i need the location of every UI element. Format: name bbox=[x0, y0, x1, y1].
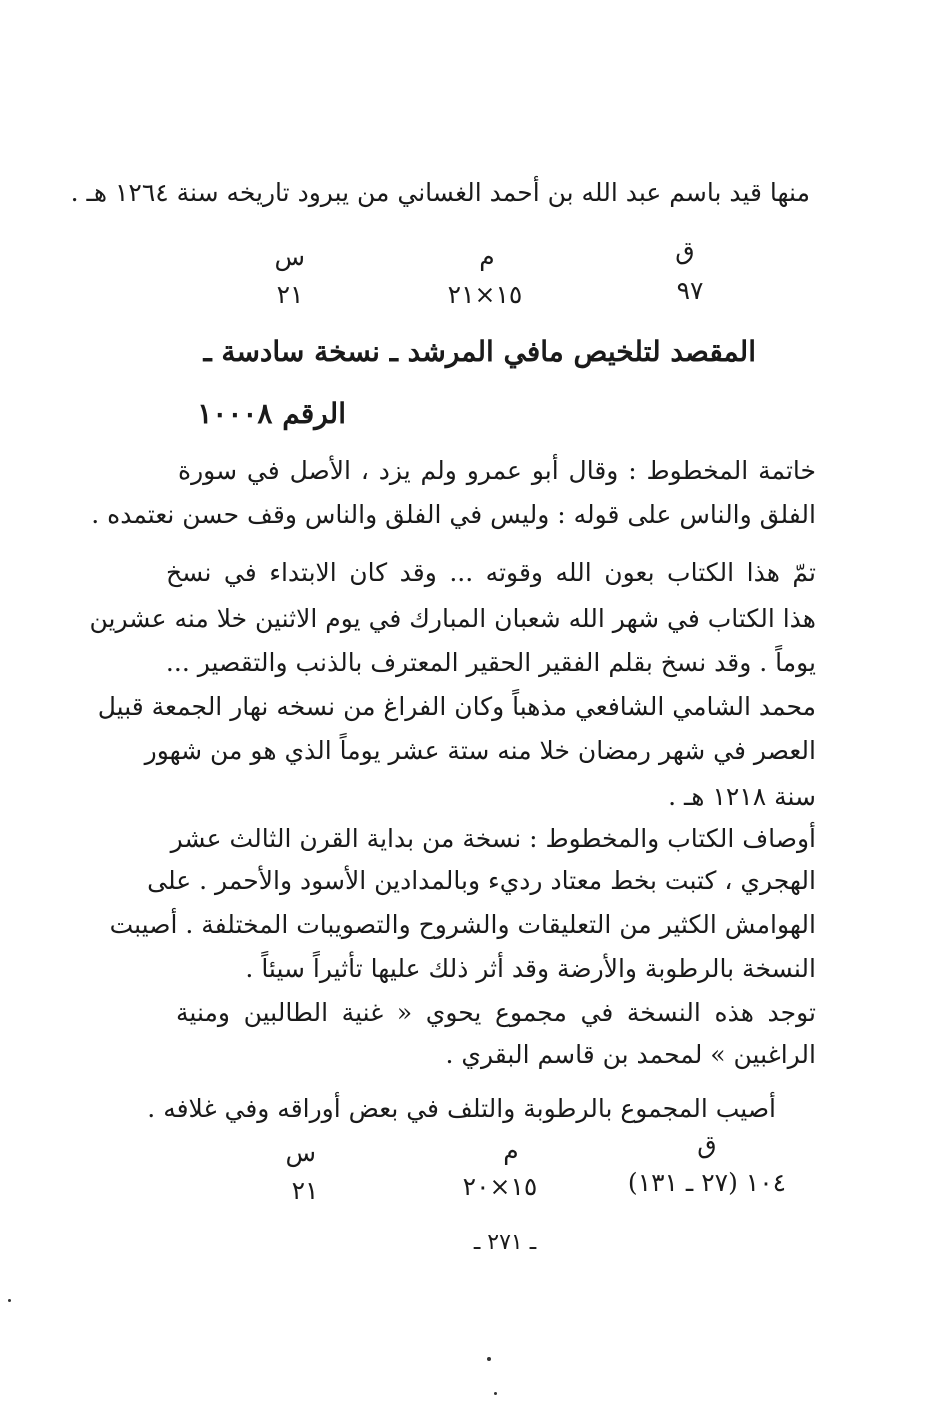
table2-m-label: م bbox=[503, 1136, 519, 1165]
table1-s-label: س bbox=[274, 242, 305, 271]
para2-line-2: هذا الكتاب في شهر الله شعبان المبارك في يوم الاثنين خلا منه عشرين bbox=[89, 604, 816, 633]
intro-line: منها قيد باسم عبد الله بن أحمد الغساني من يبرود تاريخه سنة ١٢٦٤ هـ . bbox=[70, 178, 810, 207]
document-title: المقصد لتلخيص مافي المرشد ـ نسخة سادسة ـ bbox=[203, 335, 756, 368]
table1-m-value: ١٥×٢١ bbox=[447, 280, 523, 309]
para4-line-2: الراغبين » لمحمد بن قاسم البقري . bbox=[445, 1040, 816, 1069]
para5-line: أصيب المجموع بالرطوبة والتلف في بعض أوراقه وفي غلافه . bbox=[147, 1094, 776, 1123]
record-number: الرقم ١٠٠٠٨ bbox=[197, 397, 346, 430]
para1-line-1: خاتمة المخطوط : وقال أبو عمرو ولم يزد ، الأصل في سورة bbox=[178, 456, 816, 485]
para2-line-1: تمّ هذا الكتاب بعون الله وقوته ... وقد كان الابتداء في نسخ bbox=[166, 558, 816, 587]
para3-line-2: الهجري ، كتبت بخط معتاد رديء وبالمدادين الأسود والأحمر . على bbox=[147, 866, 816, 895]
para3-line-4: النسخة بالرطوبة والأرضة وقد أثر ذلك عليها تأثيراً سيئاً . bbox=[245, 954, 816, 983]
para3-line-3: الهوامش الكثير من التعليقات والشروح والتصويبات المختلفة . أصيبت bbox=[109, 910, 816, 939]
table2-s-value: ٢١ bbox=[291, 1176, 319, 1205]
table2-q-label: ق bbox=[697, 1130, 717, 1159]
scan-speck bbox=[487, 1357, 491, 1361]
table1-q-value: ٩٧ bbox=[676, 276, 704, 305]
scan-speck bbox=[494, 1392, 497, 1395]
table1-q-label: ق bbox=[675, 236, 695, 265]
table2-q-value: ١٠٤ (٢٧ ـ ١٣١) bbox=[627, 1168, 787, 1197]
para4-line-1: توجد هذه النسخة في مجموع يحوي « غنية الطالبين ومنية bbox=[176, 998, 816, 1027]
para1-line-2: الفلق والناس على قوله : وليس في الفلق والناس وقف حسن نعتمده . bbox=[91, 500, 816, 529]
para2-line-5: العصر في شهر رمضان خلا منه ستة عشر يوماً الذي هو من شهور bbox=[144, 736, 816, 765]
para3-line-1: أوصاف الكتاب والمخطوط : نسخة من بداية القرن الثالث عشر bbox=[170, 824, 816, 853]
table1-s-value: ٢١ bbox=[276, 280, 304, 309]
para2-line-6: سنة ١٢١٨ هـ . bbox=[668, 782, 816, 811]
table1-m-label: م bbox=[479, 242, 495, 271]
scan-speck bbox=[8, 1299, 11, 1302]
page-number: ـ ٢٧١ ـ bbox=[473, 1230, 537, 1255]
para2-line-4: محمد الشامي الشافعي مذهباً وكان الفراغ من نسخه نهار الجمعة قبيل bbox=[97, 692, 816, 721]
table2-m-value: ١٥×٢٠ bbox=[462, 1172, 538, 1201]
para2-line-3: يوماً . وقد نسخ بقلم الفقير الحقير المعترف بالذنب والتقصير ... bbox=[165, 648, 816, 677]
table2-s-label: س bbox=[285, 1138, 316, 1167]
